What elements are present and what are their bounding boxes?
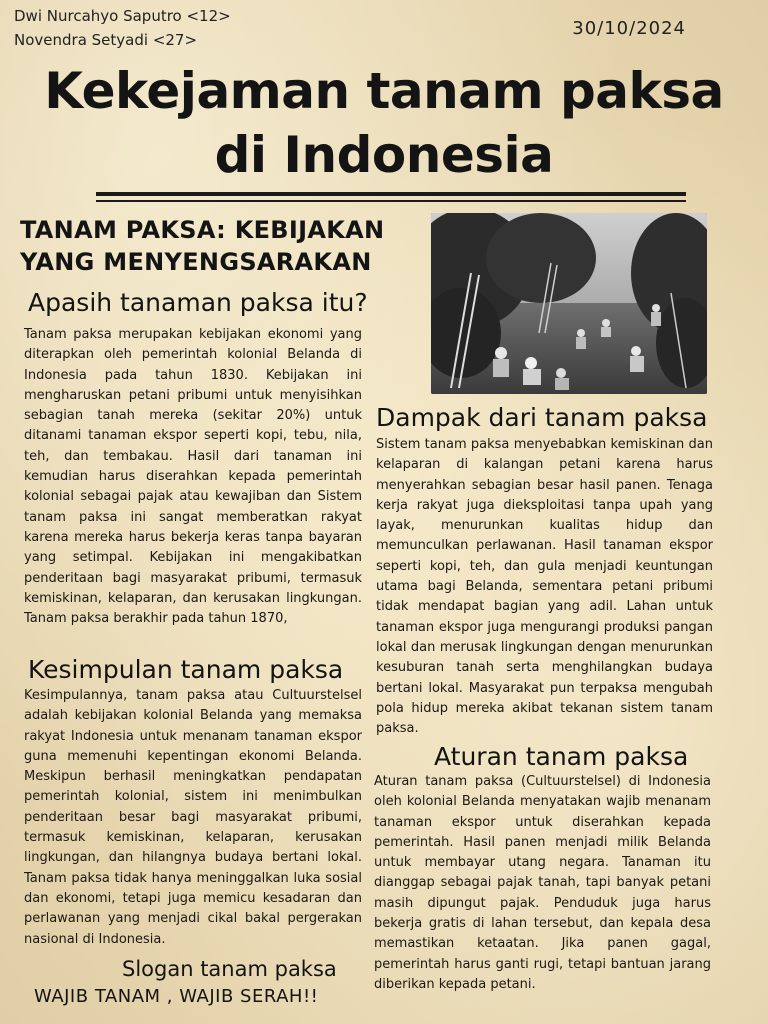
title-divider	[96, 192, 686, 196]
headline-line-2: YANG MENYENGSARAKAN	[20, 248, 372, 276]
headline-line-1: TANAM PAKSA: KEBIJAKAN	[20, 216, 385, 244]
section-title-kesimpulan: Kesimpulan tanam paksa	[28, 655, 344, 684]
section-body-apa: Tanam paksa merupakan kebijakan ekonomi yang diterapkan oleh pemerintah kolonial Belanda di Indonesia pada tahun 1830. Kebijakan ini mengharuskan petani pribumi untuk menyisihkan sebagian tanah mereka (sekitar 20%) untuk ditanami tanaman ekspor seperti kopi, tebu, nila, teh, dan tembakau. Hasil dari tanaman ini kemudian harus diserahkan kepada pemerintah kolonial sebagai pajak atau kewajiban dan Sistem tanam paksa ini sangat memberatkan rakyat karena mereka harus bekerja keras tanpa bayaran yang setimpal. Kebijakan ini mengakibatkan penderitaan bagi masyarakat pribumi, termasuk kemiskinan, kelaparan, dan kerusakan lingkungan. Tanam paksa berakhir pada tahun 1870,	[24, 327, 362, 627]
publication-date: 30/10/2024	[572, 18, 686, 39]
section-title-aturan: Aturan tanam paksa	[434, 742, 689, 771]
title-divider-thin	[96, 200, 686, 202]
slogan-title: Slogan tanam paksa	[122, 957, 337, 981]
section-title-dampak: Dampak dari tanam paksa	[376, 403, 708, 432]
section-body-aturan: Aturan tanam paksa (Cultuurstelsel) di Indonesia oleh kolonial Belanda menyatakan wajib menanam tanaman ekspor untuk diserahkan kepada pemerintah. Hasil panen menjadi milik Belanda untuk membayar utang negara. Tanaman itu dianggap sebagai pajak tanah, tapi banyak petani masih dipungut pajak. Penduduk juga harus bekerja gratis di lahan tersebut, dan kepala desa memastikan ketaatan. Jika panen gagal, pemerintah harus ganti rugi, tetapi bantuan jarang diberikan kepada petani.	[374, 774, 711, 992]
section-body-dampak: Sistem tanam paksa menyebabkan kemiskinan dan kelaparan di kalangan petani karena harus menyerahkan sebagian besar hasil panen. Tenaga kerja rakyat juga dieksploitasi tanpa upah yang layak, menurunkan kualitas hidup dan memunculkan perlawanan. Hasil tanaman ekspor seperti kopi, teh, dan gula menjadi keuntungan utama bagi Belanda, sementara petani pribumi tidak mendapat bagian yang adil. Lahan untuk tanaman ekspor juga mengurangi produksi pangan lokal dan merusak lingkungan dengan menurunkan kesuburan tanah serta menghilangkan budaya bertani lokal. Masyarakat pun terpaksa mengubah pola hidup mereka akibat tekanan sistem tanam paksa.	[376, 437, 713, 737]
plantation-photo-illustration	[431, 213, 707, 394]
section-title-apa: Apasih tanaman paksa itu?	[28, 288, 368, 317]
page-title-line-2: di Indonesia	[214, 126, 554, 184]
slogan-text: WAJIB TANAM , WAJIB SERAH!!	[34, 986, 319, 1007]
section-body-kesimpulan: Kesimpulannya, tanam paksa atau Cultuurstelsel adalah kebijakan kolonial Belanda yang memaksa rakyat Indonesia untuk menanam tanaman ekspor guna memenuhi kepentingan ekonomi Belanda. Meskipun berhasil meningkatkan pendapatan pemerintah kolonial, sistem ini menimbulkan penderitaan besar bagi masyarakat pribumi, termasuk kemiskinan, kelaparan, kerusakan lingkungan, dan hilangnya budaya bertani lokal. Tanam paksa tidak hanya meninggalkan luka sosial dan ekonomi, tetapi juga memicu kesadaran dan perlawanan yang menjadi cikal bakal pergerakan nasional di Indonesia.	[24, 688, 362, 947]
plantation-photo	[431, 213, 707, 394]
headline	[20, 214, 430, 278]
author-1: Dwi Nurcahyo Saputro <12>	[14, 7, 231, 25]
page-title-line-1: Kekejaman tanam paksa	[44, 62, 724, 120]
author-2: Novendra Setyadi <27>	[14, 31, 198, 49]
author-list	[14, 4, 231, 52]
